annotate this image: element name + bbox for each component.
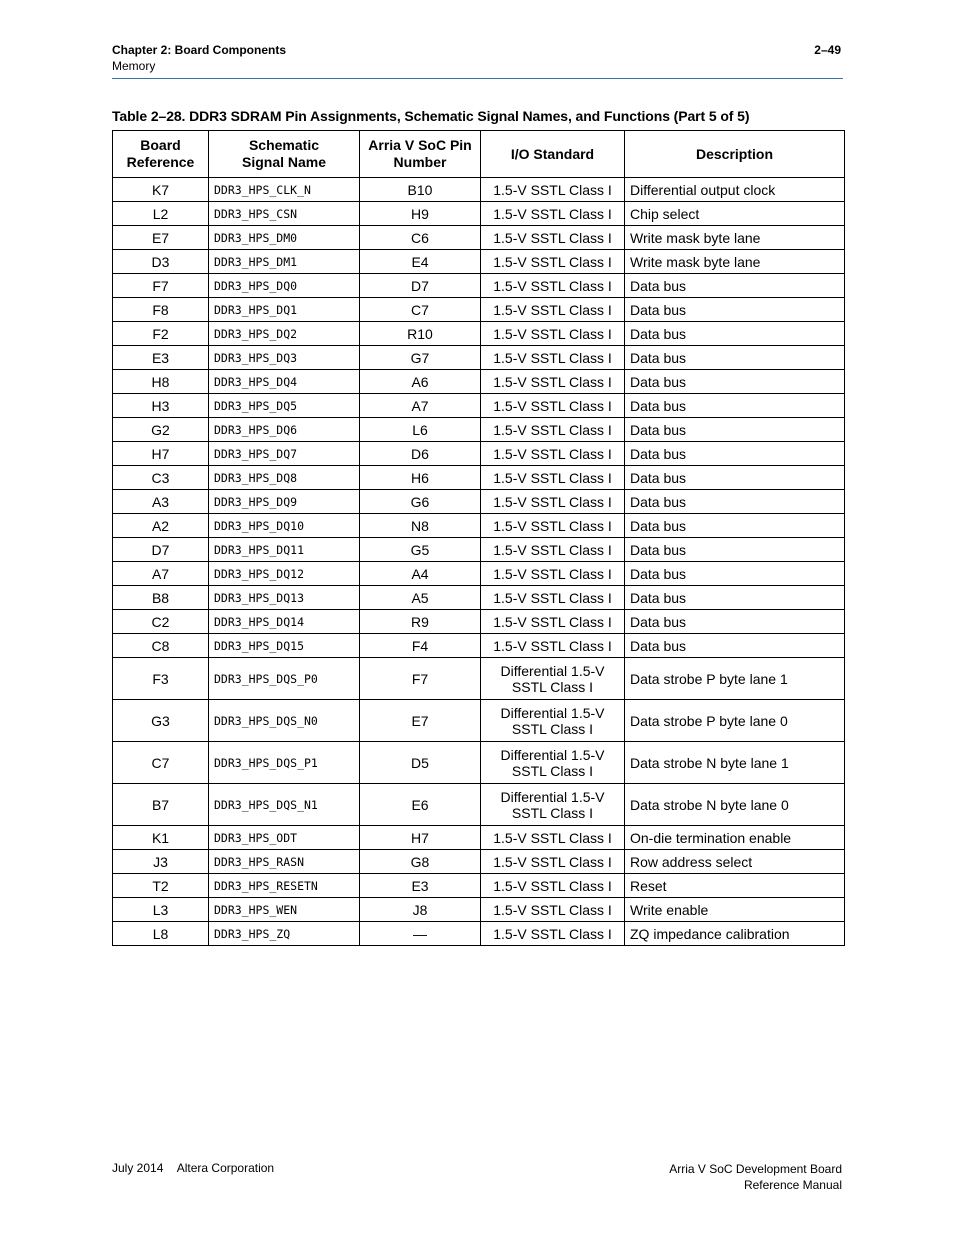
- table-row: [113, 898, 845, 922]
- signal-name-cell: DDR3_HPS_DQS_P0: [209, 658, 360, 700]
- pin-number-cell: A7: [360, 394, 481, 418]
- description-cell: Write mask byte lane: [625, 250, 845, 274]
- pin-assignment-table: [112, 130, 845, 946]
- io-standard-cell: Differential 1.5-V SSTL Class I: [481, 742, 625, 784]
- footer-left: [112, 1161, 274, 1175]
- board-reference-cell: H7: [113, 442, 209, 466]
- description-cell: Data strobe P byte lane 0: [625, 700, 845, 742]
- description-cell: Chip select: [625, 202, 845, 226]
- signal-name-cell: DDR3_HPS_RASN: [209, 850, 360, 874]
- pin-number-cell: B10: [360, 178, 481, 202]
- description-cell: ZQ impedance calibration: [625, 922, 845, 946]
- table-row: [113, 202, 845, 226]
- signal-name-cell: DDR3_HPS_DQ7: [209, 442, 360, 466]
- signal-name-cell: DDR3_HPS_DQ3: [209, 346, 360, 370]
- table-row: [113, 850, 845, 874]
- signal-name-cell: DDR3_HPS_DQ9: [209, 490, 360, 514]
- pin-number-cell: R10: [360, 322, 481, 346]
- description-cell: Data bus: [625, 418, 845, 442]
- signal-name-cell: DDR3_HPS_DQS_N1: [209, 784, 360, 826]
- table-row: [113, 586, 845, 610]
- signal-name-cell: DDR3_HPS_CLK_N: [209, 178, 360, 202]
- board-reference-cell: G3: [113, 700, 209, 742]
- board-reference-cell: F7: [113, 274, 209, 298]
- board-reference-cell: J3: [113, 850, 209, 874]
- table-caption: Table 2–28. DDR3 SDRAM Pin Assignments, Schematic Signal Names, and Functions (Part 5 of 5): [112, 108, 750, 124]
- table-row: [113, 466, 845, 490]
- description-cell: Data bus: [625, 514, 845, 538]
- table-row: [113, 610, 845, 634]
- pin-number-cell: E6: [360, 784, 481, 826]
- board-reference-cell: C2: [113, 610, 209, 634]
- io-standard-cell: 1.5-V SSTL Class I: [481, 898, 625, 922]
- description-cell: Data bus: [625, 346, 845, 370]
- table-body: [113, 178, 845, 946]
- description-cell: Row address select: [625, 850, 845, 874]
- pin-number-cell: E3: [360, 874, 481, 898]
- board-reference-cell: C3: [113, 466, 209, 490]
- io-standard-cell: 1.5-V SSTL Class I: [481, 562, 625, 586]
- signal-name-cell: DDR3_HPS_DQ15: [209, 634, 360, 658]
- signal-name-cell: DDR3_HPS_DQ2: [209, 322, 360, 346]
- board-reference-cell: G2: [113, 418, 209, 442]
- description-cell: Data bus: [625, 370, 845, 394]
- pin-number-cell: —: [360, 922, 481, 946]
- signal-name-cell: DDR3_HPS_DQ0: [209, 274, 360, 298]
- signal-name-cell: DDR3_HPS_WEN: [209, 898, 360, 922]
- table-row: [113, 394, 845, 418]
- page-number: 2–49: [814, 43, 841, 57]
- board-reference-cell: F3: [113, 658, 209, 700]
- pin-number-cell: F4: [360, 634, 481, 658]
- pin-number-cell: F7: [360, 658, 481, 700]
- pin-number-cell: G7: [360, 346, 481, 370]
- description-cell: Data strobe N byte lane 0: [625, 784, 845, 826]
- table-row: [113, 226, 845, 250]
- table-row: [113, 346, 845, 370]
- table-row: [113, 442, 845, 466]
- board-reference-cell: E7: [113, 226, 209, 250]
- footer-doc-subtitle: Reference Manual: [743, 1178, 842, 1192]
- signal-name-cell: DDR3_HPS_DQ1: [209, 298, 360, 322]
- description-cell: Data bus: [625, 394, 845, 418]
- column-header: I/O Standard: [481, 131, 625, 178]
- table-row: [113, 322, 845, 346]
- footer-company: Altera Corporation: [176, 1161, 275, 1175]
- table-row: [113, 826, 845, 850]
- table-row: [113, 700, 845, 742]
- description-cell: Data bus: [625, 586, 845, 610]
- description-cell: Data strobe N byte lane 1: [625, 742, 845, 784]
- io-standard-cell: 1.5-V SSTL Class I: [481, 274, 625, 298]
- io-standard-cell: 1.5-V SSTL Class I: [481, 322, 625, 346]
- board-reference-cell: L8: [113, 922, 209, 946]
- signal-name-cell: DDR3_HPS_DQ12: [209, 562, 360, 586]
- signal-name-cell: DDR3_HPS_DQS_N0: [209, 700, 360, 742]
- io-standard-cell: 1.5-V SSTL Class I: [481, 490, 625, 514]
- pin-number-cell: H7: [360, 826, 481, 850]
- board-reference-cell: E3: [113, 346, 209, 370]
- io-standard-cell: Differential 1.5-V SSTL Class I: [481, 700, 625, 742]
- signal-name-cell: DDR3_HPS_ODT: [209, 826, 360, 850]
- io-standard-cell: 1.5-V SSTL Class I: [481, 826, 625, 850]
- io-standard-cell: 1.5-V SSTL Class I: [481, 850, 625, 874]
- pin-number-cell: E7: [360, 700, 481, 742]
- table-row: [113, 370, 845, 394]
- table-row: [113, 250, 845, 274]
- chapter-title: Chapter 2: Board Components: [112, 43, 287, 57]
- io-standard-cell: 1.5-V SSTL Class I: [481, 370, 625, 394]
- description-cell: Write enable: [625, 898, 845, 922]
- pin-number-cell: A4: [360, 562, 481, 586]
- table-row: [113, 274, 845, 298]
- column-header: Schematic Signal Name: [209, 131, 360, 178]
- description-cell: Differential output clock: [625, 178, 845, 202]
- signal-name-cell: DDR3_HPS_ZQ: [209, 922, 360, 946]
- board-reference-cell: B8: [113, 586, 209, 610]
- io-standard-cell: 1.5-V SSTL Class I: [481, 922, 625, 946]
- io-standard-cell: 1.5-V SSTL Class I: [481, 586, 625, 610]
- board-reference-cell: K1: [113, 826, 209, 850]
- signal-name-cell: DDR3_HPS_CSN: [209, 202, 360, 226]
- board-reference-cell: L2: [113, 202, 209, 226]
- description-cell: Data bus: [625, 442, 845, 466]
- io-standard-cell: 1.5-V SSTL Class I: [481, 346, 625, 370]
- io-standard-cell: 1.5-V SSTL Class I: [481, 202, 625, 226]
- signal-name-cell: DDR3_HPS_DM1: [209, 250, 360, 274]
- io-standard-cell: 1.5-V SSTL Class I: [481, 466, 625, 490]
- signal-name-cell: DDR3_HPS_DQ5: [209, 394, 360, 418]
- description-cell: Data bus: [625, 274, 845, 298]
- column-header: Board Reference: [113, 131, 209, 178]
- description-cell: Data bus: [625, 298, 845, 322]
- io-standard-cell: 1.5-V SSTL Class I: [481, 250, 625, 274]
- section-title: Memory: [112, 59, 156, 73]
- description-cell: Data bus: [625, 610, 845, 634]
- io-standard-cell: 1.5-V SSTL Class I: [481, 442, 625, 466]
- board-reference-cell: D7: [113, 538, 209, 562]
- board-reference-cell: K7: [113, 178, 209, 202]
- signal-name-cell: DDR3_HPS_DQ6: [209, 418, 360, 442]
- pin-number-cell: G6: [360, 490, 481, 514]
- signal-name-cell: DDR3_HPS_DQS_P1: [209, 742, 360, 784]
- pin-number-cell: J8: [360, 898, 481, 922]
- board-reference-cell: L3: [113, 898, 209, 922]
- table-row: [113, 658, 845, 700]
- io-standard-cell: 1.5-V SSTL Class I: [481, 514, 625, 538]
- board-reference-cell: A2: [113, 514, 209, 538]
- board-reference-cell: D3: [113, 250, 209, 274]
- pin-number-cell: E4: [360, 250, 481, 274]
- pin-number-cell: G8: [360, 850, 481, 874]
- description-cell: Data bus: [625, 490, 845, 514]
- board-reference-cell: A7: [113, 562, 209, 586]
- footer-doc-title: Arria V SoC Development Board: [669, 1162, 842, 1176]
- signal-name-cell: DDR3_HPS_RESETN: [209, 874, 360, 898]
- board-reference-cell: A3: [113, 490, 209, 514]
- pin-number-cell: R9: [360, 610, 481, 634]
- table-row: [113, 490, 845, 514]
- pin-number-cell: H6: [360, 466, 481, 490]
- io-standard-cell: Differential 1.5-V SSTL Class I: [481, 658, 625, 700]
- pin-number-cell: C6: [360, 226, 481, 250]
- table-header-row: [113, 131, 845, 178]
- table-row: [113, 418, 845, 442]
- pin-number-cell: N8: [360, 514, 481, 538]
- io-standard-cell: 1.5-V SSTL Class I: [481, 178, 625, 202]
- description-cell: Data bus: [625, 466, 845, 490]
- io-standard-cell: 1.5-V SSTL Class I: [481, 874, 625, 898]
- pin-number-cell: A6: [360, 370, 481, 394]
- io-standard-cell: 1.5-V SSTL Class I: [481, 298, 625, 322]
- signal-name-cell: DDR3_HPS_DQ10: [209, 514, 360, 538]
- board-reference-cell: H3: [113, 394, 209, 418]
- board-reference-cell: C7: [113, 742, 209, 784]
- io-standard-cell: 1.5-V SSTL Class I: [481, 418, 625, 442]
- board-reference-cell: H8: [113, 370, 209, 394]
- board-reference-cell: F2: [113, 322, 209, 346]
- board-reference-cell: C8: [113, 634, 209, 658]
- signal-name-cell: DDR3_HPS_DQ14: [209, 610, 360, 634]
- board-reference-cell: B7: [113, 784, 209, 826]
- footer-right: [669, 1161, 842, 1193]
- table-row: [113, 922, 845, 946]
- table-row: [113, 742, 845, 784]
- io-standard-cell: 1.5-V SSTL Class I: [481, 226, 625, 250]
- running-header: [112, 42, 843, 79]
- io-standard-cell: 1.5-V SSTL Class I: [481, 538, 625, 562]
- table-row: [113, 538, 845, 562]
- table-row: [113, 634, 845, 658]
- pin-number-cell: D6: [360, 442, 481, 466]
- description-cell: Data bus: [625, 538, 845, 562]
- pin-number-cell: D5: [360, 742, 481, 784]
- table-row: [113, 874, 845, 898]
- io-standard-cell: 1.5-V SSTL Class I: [481, 634, 625, 658]
- table-row: [113, 514, 845, 538]
- table-row: [113, 298, 845, 322]
- table-row: [113, 784, 845, 826]
- board-reference-cell: T2: [113, 874, 209, 898]
- pin-number-cell: A5: [360, 586, 481, 610]
- column-header: Arria V SoC Pin Number: [360, 131, 481, 178]
- pin-number-cell: L6: [360, 418, 481, 442]
- description-cell: Data strobe P byte lane 1: [625, 658, 845, 700]
- io-standard-cell: Differential 1.5-V SSTL Class I: [481, 784, 625, 826]
- signal-name-cell: DDR3_HPS_DQ8: [209, 466, 360, 490]
- description-cell: Reset: [625, 874, 845, 898]
- description-cell: Data bus: [625, 322, 845, 346]
- pin-number-cell: D7: [360, 274, 481, 298]
- column-header: Description: [625, 131, 845, 178]
- pin-number-cell: C7: [360, 298, 481, 322]
- signal-name-cell: DDR3_HPS_DQ11: [209, 538, 360, 562]
- description-cell: Data bus: [625, 634, 845, 658]
- io-standard-cell: 1.5-V SSTL Class I: [481, 394, 625, 418]
- io-standard-cell: 1.5-V SSTL Class I: [481, 610, 625, 634]
- signal-name-cell: DDR3_HPS_DM0: [209, 226, 360, 250]
- pin-number-cell: G5: [360, 538, 481, 562]
- signal-name-cell: DDR3_HPS_DQ4: [209, 370, 360, 394]
- description-cell: On-die termination enable: [625, 826, 845, 850]
- pin-number-cell: H9: [360, 202, 481, 226]
- table-row: [113, 562, 845, 586]
- footer-date: July 2014: [112, 1161, 164, 1175]
- signal-name-cell: DDR3_HPS_DQ13: [209, 586, 360, 610]
- board-reference-cell: F8: [113, 298, 209, 322]
- table-row: [113, 178, 845, 202]
- description-cell: Data bus: [625, 562, 845, 586]
- description-cell: Write mask byte lane: [625, 226, 845, 250]
